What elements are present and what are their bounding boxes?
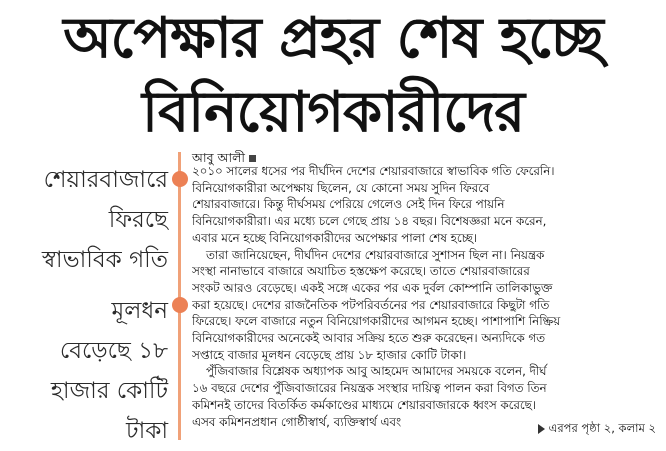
body-line: ২০১০ সালের ধসের পর দীর্ঘদিন দেশের শেয়ারবাজারে স্বাভাবিক গতি ফেরেনি। xyxy=(192,164,555,178)
triangle-right-icon xyxy=(538,424,545,434)
pull-quote-2 xyxy=(14,291,168,451)
body-line: ১৬ বছরে দেশের পুঁজিবাজারের নিয়ন্ত্রক সংস্থার দায়িত্ব পালন করা বিগত তিন xyxy=(192,381,547,396)
article-body xyxy=(192,163,656,430)
square-bullet-icon xyxy=(249,155,256,162)
body-line: করা হয়েছে। দেশের রাজনৈতিক পটপরিবর্তনের পর শেয়ারবাজারে কিছুটা গতি xyxy=(192,297,550,312)
body-line: সপ্তাহে বাজার মূলধন বেড়েছে প্রায় ১৮ হাজার কোটি টাকা। xyxy=(192,347,467,362)
pull-quote-2-line: মূলধন xyxy=(111,298,168,324)
body-line: বিনিয়োগকারীদের অনেকেই আবার সক্রিয় হতে শুরু করেছেন। অন্যদিকে গত xyxy=(192,331,545,346)
continuation-text: এরপর পৃষ্ঠা ২, কলাম ২ xyxy=(548,421,656,435)
author-name: আবু আলী xyxy=(192,150,245,165)
body-line: বিনিয়োগকারীরা। এর মধ্যে চলে গেছে প্রায় ১৪ বছর। বিশেষজ্ঞরা মনে করেন, xyxy=(192,214,547,229)
body-line: সংস্থা নানাভাবে বাজারে অযাচিত হস্তক্ষেপ করেছে। তাতে শেয়ারবাজারের xyxy=(192,264,530,279)
body-line: ফিরেছে। ফলে বাজারে নতুন বিনিয়োগকারীদের আগমন হচ্ছে। পাশাপাশি নিষ্ক্রিয় xyxy=(192,314,561,329)
body-line: পুঁজিবাজার বিশ্লেষক অধ্যাপক আবু আহমেদ আমাদের সময়কে বলেন, দীর্ঘ xyxy=(206,364,547,379)
body-line: বিনিয়োগকারীরা অপেক্ষায় ছিলেন, যে কোনো সময় সুদিন ফিরবে xyxy=(192,180,490,195)
body-line: শেয়ারবাজারে। কিন্তু দীর্ঘসময় পেরিয়ে গেলেও সেই দিন ফিরে পায়নি xyxy=(192,197,505,212)
pull-quote-2-line: হাজার কোটি xyxy=(50,378,168,404)
pull-quote-1 xyxy=(14,160,168,280)
body-line: এসব কমিশনপ্রধান গোষ্ঠীস্বার্থ, ব্যক্তিস্বার্থ এবং xyxy=(192,414,402,429)
headline-line-2: বিনিয়োগকারীদের xyxy=(141,80,525,145)
pull-quote-2-line: টাকা xyxy=(126,418,168,444)
rail-bullet-dot xyxy=(172,171,188,187)
body-line: এবার মনে হচ্ছে বিনিয়োগকারীদের অপেক্ষার পালা শেষ হচ্ছে। xyxy=(192,230,477,245)
body-line: কমিশনই তাদের বিতর্কিত কর্মকাণ্ডের মাধ্যমে শেয়ারবাজারকে ধ্বংস করেছে। xyxy=(192,397,536,412)
pull-quote-1-line: শেয়ারবাজারে xyxy=(43,167,168,193)
divider-rail xyxy=(178,152,181,440)
continuation-note xyxy=(538,420,656,436)
pull-quote-1-line: স্বাভাবিক গতি xyxy=(41,247,168,273)
rail-bullet-dot xyxy=(172,297,188,313)
headline-line-1: অপেক্ষার প্রহর শেষ হচ্ছে xyxy=(63,6,603,71)
body-line: তারা জানিয়েছেন, দীর্ঘদিন দেশের শেয়ারবাজারে সুশাসন ছিল না। নিয়ন্ত্রক xyxy=(206,247,545,262)
body-line: সংকট আরও বেড়েছে। একই সঙ্গে একের পর এক দুর্বল কোম্পানি তালিকাভুক্ত xyxy=(192,280,553,295)
pull-quote-2-line: বেড়েছে ১৮ xyxy=(59,338,168,364)
pull-quote-1-line: ফিরছে xyxy=(108,207,168,233)
